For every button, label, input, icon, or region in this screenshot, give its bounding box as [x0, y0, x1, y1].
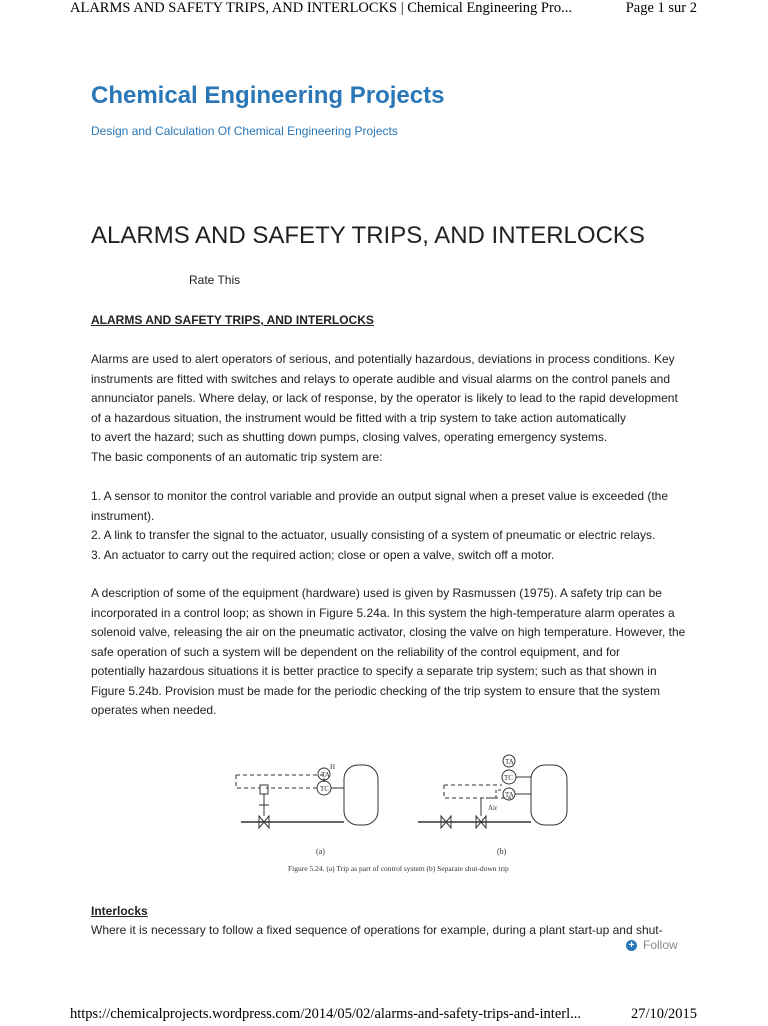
plus-icon: + [626, 940, 637, 951]
text-line: safe operation of such a system will be dependent on the reliability of the control equipment, and for [91, 644, 620, 659]
follow-label: Follow [643, 938, 678, 952]
list-item: 3. An actuator to carry out the required action; close or open a valve, switch off a motor. [91, 547, 555, 562]
text-line: incorporated in a control loop; as shown in Figure 5.24a. In this system the high-temperature alarm operates a [91, 605, 675, 620]
sensor-lines [515, 777, 531, 794]
signal-line [444, 785, 511, 798]
trip-system-diagram [226, 750, 576, 880]
figure-tag: TC [504, 774, 513, 782]
figure-tag: TC [320, 785, 329, 793]
site-tagline: Design and Calculation Of Chemical Engineering Projects [91, 124, 398, 138]
paragraph-trip-components [91, 487, 697, 565]
figure-labels [288, 758, 514, 873]
diagram-b [418, 755, 567, 828]
rate-this-label[interactable]: Rate This [189, 273, 241, 287]
solenoid-a [260, 785, 268, 794]
print-footer-date: 27/10/2015 [630, 1006, 697, 1022]
vessel-b [531, 765, 567, 825]
post-title: ALARMS AND SAFETY TRIPS, AND INTERLOCKS [91, 222, 645, 249]
paragraph-description [91, 584, 697, 721]
section-heading: ALARMS AND SAFETY TRIPS, AND INTERLOCKS [91, 313, 374, 327]
text-line: A description of some of the equipment (hardware) used is given by Rasmussen (1975). A safety trip can be [91, 586, 662, 600]
text-line: Figure 5.24b. Provision must be made for the periodic checking of the trip system to ensure that the system [91, 683, 660, 698]
text-line: The basic components of an automatic trip system are: [91, 449, 383, 464]
text-line: Alarms are used to alert operators of serious, and potentially hazardous, deviations in process conditions. Key [91, 352, 675, 366]
figure-5-24 [226, 750, 576, 880]
site-title[interactable]: Chemical Engineering Projects [91, 82, 445, 109]
text-line: of a hazardous situation, the instrument would be fitted with a trip system to take action automatically [91, 410, 626, 425]
print-header-title: ALARMS AND SAFETY TRIPS, AND INTERLOCKS | Chemical Engineering Pro... [70, 0, 572, 16]
signal-line [236, 775, 260, 788]
text-line: instruments are fitted with switches and relays to operate audible and visual alarms on the control panels and [91, 371, 670, 386]
print-footer-url[interactable]: https://chemicalprojects.wordpress.com/2014/05/02/alarms-and-safety-trips-and-interl... [70, 1006, 581, 1022]
signal-line [236, 775, 324, 785]
text-line: annunciator panels. Where delay, or lack of response, by the operator is likely to lead to the rapid development [91, 391, 678, 405]
list-item: instrument). [91, 508, 155, 523]
paragraph-alarms [91, 350, 697, 467]
air-line [481, 790, 503, 798]
figure-tag: TA [505, 791, 514, 799]
figure-caption: Figure 5.24. (a) Trip as part of control system (b) Separate shut-down trip [288, 864, 509, 873]
text-line: potentially hazardous situations it is better practice to specify a separate trip system; such as that shown in [91, 664, 657, 678]
figure-tag: H [330, 763, 336, 771]
figure-tag: TA [321, 771, 330, 779]
figure-tag: TA [505, 758, 514, 766]
figure-label-a: (a) [316, 847, 325, 856]
text-line: solenoid valve, releasing the air on the pneumatic activator, closing the valve on high temperature. However, the [91, 625, 686, 639]
list-item: 2. A link to transfer the signal to the actuator, usually consisting of a system of pneumatic or electric relays. [91, 528, 656, 542]
text-line: operates when needed. [91, 703, 217, 717]
print-header-page: Page 1 sur 2 [625, 0, 697, 16]
list-item: 1. A sensor to monitor the control variable and provide an output signal when a preset value is exceeded (the [91, 489, 669, 503]
figure-tag: Air [488, 804, 498, 812]
figure-label-b: (b) [497, 847, 507, 856]
print-footer [70, 1006, 697, 1026]
diagram-a [236, 765, 378, 828]
follow-button[interactable] [624, 938, 678, 952]
interlocks-text: Where it is necessary to follow a fixed sequence of operations for example, during a plant start-up and shut- [91, 923, 663, 937]
text-line: to avert the hazard; such as shutting down pumps, closing valves, operating emergency systems. [91, 430, 608, 444]
interlocks-heading: Interlocks [91, 904, 148, 918]
vessel-a [344, 765, 378, 825]
